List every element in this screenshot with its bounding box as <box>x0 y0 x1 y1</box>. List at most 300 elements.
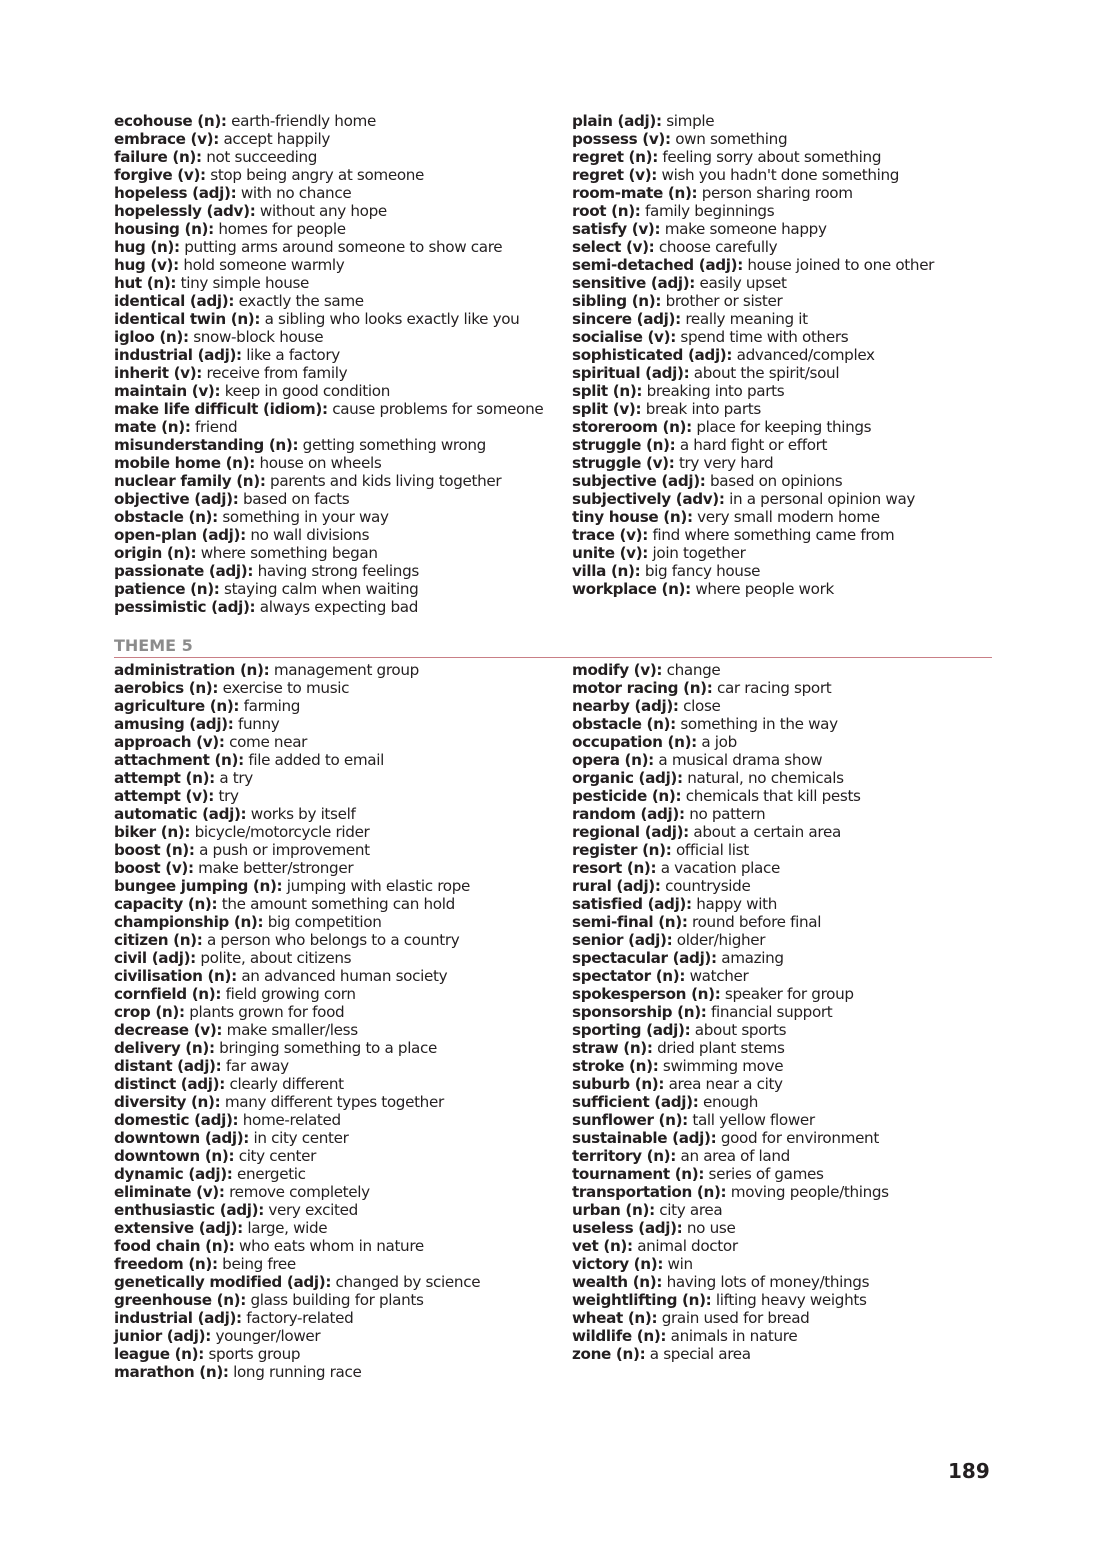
glossary-definition: natural, no chemicals <box>687 769 844 787</box>
glossary-term: freedom (n): <box>114 1255 218 1273</box>
glossary-definition: homes for people <box>218 220 346 238</box>
glossary-definition: factory-related <box>246 1309 354 1327</box>
glossary-definition: earth-friendly home <box>231 112 376 130</box>
glossary-entry <box>114 436 554 454</box>
glossary-entry <box>114 1129 554 1147</box>
glossary-definition: having lots of money/things <box>666 1273 870 1291</box>
glossary-term: urban (n): <box>572 1201 655 1219</box>
glossary-term: eliminate (v): <box>114 1183 225 1201</box>
glossary-term: crop (n): <box>114 1003 185 1021</box>
glossary-entry <box>114 967 554 985</box>
glossary-entry <box>114 382 554 400</box>
glossary-entry <box>572 1165 1002 1183</box>
glossary-entry <box>572 1237 1002 1255</box>
glossary-term: agriculture (n): <box>114 697 240 715</box>
glossary-entry <box>572 562 1002 580</box>
glossary-definition: person sharing room <box>701 184 853 202</box>
glossary-entry <box>572 1129 1002 1147</box>
glossary-entry <box>114 697 554 715</box>
glossary-term: bungee jumping (n): <box>114 877 283 895</box>
glossary-term: identical twin (n): <box>114 310 261 328</box>
glossary-term: satisfy (v): <box>572 220 661 238</box>
glossary-definition: chemicals that kill pests <box>685 787 861 805</box>
glossary-term: semi-final (n): <box>572 913 688 931</box>
glossary-definition: in a personal opinion way <box>729 490 916 508</box>
glossary-entry <box>572 400 1002 418</box>
glossary-term: extensive (adj): <box>114 1219 243 1237</box>
glossary-term: zone (n): <box>572 1345 646 1363</box>
glossary-term: industrial (adj): <box>114 1309 242 1327</box>
glossary-term: hopelessly (adv): <box>114 202 256 220</box>
glossary-term: sincere (adj): <box>572 310 681 328</box>
glossary-term: automatic (adj): <box>114 805 247 823</box>
glossary-definition: happy with <box>696 895 777 913</box>
glossary-definition: clearly different <box>229 1075 344 1093</box>
glossary-entry <box>572 805 1002 823</box>
glossary-definition: an area of land <box>680 1147 790 1165</box>
glossary-entry <box>114 508 554 526</box>
page-number: 189 <box>948 1459 990 1483</box>
glossary-definition: moving people/things <box>730 1183 889 1201</box>
glossary-term: origin (n): <box>114 544 197 562</box>
glossary-term: victory (n): <box>572 1255 664 1273</box>
glossary-definition: change <box>666 661 721 679</box>
glossary-definition: try <box>218 787 239 805</box>
glossary-definition: car racing sport <box>716 679 832 697</box>
glossary-term: struggle (n): <box>572 436 676 454</box>
glossary-definition: tall yellow flower <box>692 1111 815 1129</box>
glossary-term: sophisticated (adj): <box>572 346 733 364</box>
glossary-term: embrace (v): <box>114 130 219 148</box>
glossary-entry <box>572 661 1002 679</box>
glossary-definition: feeling sorry about something <box>662 148 882 166</box>
glossary-term: cornfield (n): <box>114 985 222 1003</box>
glossary-entry <box>114 823 554 841</box>
glossary-definition: breaking into parts <box>646 382 785 400</box>
glossary-term: possess (v): <box>572 130 671 148</box>
glossary-entry <box>572 274 1002 292</box>
glossary-entry <box>114 418 554 436</box>
glossary-entry <box>572 526 1002 544</box>
glossary-definition: friend <box>195 418 238 436</box>
glossary-term: mate (n): <box>114 418 191 436</box>
glossary-term: igloo (n): <box>114 328 189 346</box>
glossary-term: random (adj): <box>572 805 685 823</box>
glossary-definition: long running race <box>233 1363 362 1381</box>
glossary-definition: home-related <box>242 1111 341 1129</box>
glossary-term: dynamic (adj): <box>114 1165 233 1183</box>
glossary-definition: official list <box>675 841 749 859</box>
glossary-definition: farming <box>243 697 301 715</box>
glossary-entry <box>572 1057 1002 1075</box>
glossary-entry <box>114 256 554 274</box>
glossary-definition: where something began <box>200 544 378 562</box>
glossary-term: ecohouse (n): <box>114 112 227 130</box>
glossary-entry <box>572 1327 1002 1345</box>
glossary-entry <box>572 310 1002 328</box>
glossary-definition: a job <box>701 733 737 751</box>
glossary-definition: very small modern home <box>697 508 880 526</box>
glossary-definition: a special area <box>649 1345 751 1363</box>
glossary-term: biker (n): <box>114 823 191 841</box>
glossary-term: boost (n): <box>114 841 195 859</box>
glossary-entry <box>572 166 1002 184</box>
glossary-definition: glass building for plants <box>250 1291 424 1309</box>
glossary-definition: countryside <box>665 877 751 895</box>
glossary-entry <box>114 949 554 967</box>
glossary-definition: jumping with elastic rope <box>286 877 470 895</box>
glossary-entry <box>114 1093 554 1111</box>
glossary-definition: animals in nature <box>670 1327 798 1345</box>
glossary-definition: simple <box>666 112 715 130</box>
glossary-term: patience (n): <box>114 580 220 598</box>
glossary-definition: bicycle/motorcycle rider <box>194 823 370 841</box>
glossary-definition: speaker for group <box>724 985 854 1003</box>
glossary-entry <box>572 1309 1002 1327</box>
glossary-entry <box>114 985 554 1003</box>
glossary-definition: remove completely <box>229 1183 370 1201</box>
glossary-term: domestic (adj): <box>114 1111 239 1129</box>
glossary-definition: house joined to one other <box>747 256 935 274</box>
glossary-definition: city center <box>238 1147 317 1165</box>
glossary-entry <box>114 292 554 310</box>
glossary-definition: easily upset <box>699 274 787 292</box>
glossary-term: split (n): <box>572 382 643 400</box>
glossary-definition: good for environment <box>720 1129 879 1147</box>
glossary-entry <box>114 841 554 859</box>
glossary-term: hut (n): <box>114 274 177 292</box>
glossary-definition: lifting heavy weights <box>715 1291 867 1309</box>
glossary-term: inherit (v): <box>114 364 203 382</box>
glossary-term: resort (n): <box>572 859 657 877</box>
glossary-entry <box>572 1291 1002 1309</box>
glossary-entry <box>572 733 1002 751</box>
glossary-entry <box>572 1021 1002 1039</box>
glossary-term: subjectively (adv): <box>572 490 725 508</box>
glossary-entry <box>114 544 554 562</box>
glossary-term: sensitive (adj): <box>572 274 696 292</box>
glossary-entry <box>572 859 1002 877</box>
glossary-term: modify (v): <box>572 661 663 679</box>
glossary-entry <box>572 292 1002 310</box>
glossary-entry <box>114 751 554 769</box>
glossary-term: amusing (adj): <box>114 715 234 733</box>
glossary-term: decrease (v): <box>114 1021 223 1039</box>
glossary-entry <box>114 1219 554 1237</box>
glossary-entry <box>114 148 554 166</box>
glossary-term: boost (v): <box>114 859 194 877</box>
glossary-definition: being free <box>222 1255 296 1273</box>
glossary-entry <box>572 931 1002 949</box>
glossary-definition: cause problems for someone <box>332 400 544 418</box>
glossary-term: satisfied (adj): <box>572 895 692 913</box>
glossary-term: spiritual (adj): <box>572 364 690 382</box>
glossary-entry <box>572 679 1002 697</box>
glossary-term: civilisation (n): <box>114 967 237 985</box>
glossary-term: hug (v): <box>114 256 179 274</box>
glossary-definition: swimming move <box>662 1057 784 1075</box>
glossary-definition: own something <box>675 130 788 148</box>
glossary-definition: grain used for bread <box>661 1309 810 1327</box>
glossary-entry <box>572 1075 1002 1093</box>
glossary-term: obstacle (n): <box>572 715 676 733</box>
glossary-term: distinct (adj): <box>114 1075 225 1093</box>
glossary-entry <box>572 202 1002 220</box>
glossary-term: trace (v): <box>572 526 648 544</box>
glossary-definition: staying calm when waiting <box>224 580 419 598</box>
glossary-term: register (n): <box>572 841 672 859</box>
glossary-entry <box>572 454 1002 472</box>
glossary-entry <box>572 949 1002 967</box>
glossary-definition: choose carefully <box>658 238 778 256</box>
glossary-definition: come near <box>229 733 308 751</box>
glossary-entry <box>572 508 1002 526</box>
glossary-definition: brother or sister <box>665 292 783 310</box>
theme-divider <box>114 657 992 658</box>
glossary-definition: a hard fight or effort <box>679 436 828 454</box>
glossary-entry <box>572 472 1002 490</box>
glossary-entry <box>114 679 554 697</box>
glossary-term: distant (adj): <box>114 1057 222 1075</box>
glossary-definition: exactly the same <box>238 292 364 310</box>
glossary-term: sunflower (n): <box>572 1111 688 1129</box>
glossary-entry <box>114 580 554 598</box>
glossary-term: subjective (adj): <box>572 472 706 490</box>
glossary-term: championship (n): <box>114 913 264 931</box>
glossary-term: hug (n): <box>114 238 180 256</box>
glossary-term: attempt (n): <box>114 769 215 787</box>
glossary-definition: find where something came from <box>652 526 895 544</box>
glossary-entry <box>114 1075 554 1093</box>
glossary-definition: city area <box>659 1201 723 1219</box>
glossary-entry <box>114 859 554 877</box>
glossary-definition: make better/stronger <box>198 859 354 877</box>
glossary-entry <box>572 256 1002 274</box>
glossary-entry <box>114 274 554 292</box>
glossary-definition: wish you hadn't done something <box>661 166 900 184</box>
glossary-term: maintain (v): <box>114 382 221 400</box>
glossary-definition: older/higher <box>676 931 766 949</box>
glossary-term: objective (adj): <box>114 490 239 508</box>
glossary-term: storeroom (n): <box>572 418 692 436</box>
glossary-term: sporting (adj): <box>572 1021 691 1039</box>
glossary-definition: management group <box>273 661 419 679</box>
glossary-definition: energetic <box>237 1165 306 1183</box>
glossary-entry <box>572 715 1002 733</box>
glossary-definition: no wall divisions <box>250 526 370 544</box>
glossary-entry <box>114 328 554 346</box>
glossary-definition: bringing something to a place <box>219 1039 438 1057</box>
glossary-definition: round before final <box>692 913 822 931</box>
glossary-term: stroke (n): <box>572 1057 659 1075</box>
glossary-term: housing (n): <box>114 220 214 238</box>
glossary-term: genetically modified (adj): <box>114 1273 332 1291</box>
glossary-entry <box>114 454 554 472</box>
glossary-term: tournament (n): <box>572 1165 705 1183</box>
glossary-definition: putting arms around someone to show care <box>184 238 503 256</box>
glossary-entry <box>114 715 554 733</box>
glossary-definition: enough <box>702 1093 759 1111</box>
glossary-column-bottom-left <box>114 661 554 1381</box>
glossary-entry <box>572 580 1002 598</box>
glossary-definition: parents and kids living together <box>270 472 502 490</box>
glossary-term: passionate (adj): <box>114 562 254 580</box>
glossary-entry <box>114 1165 554 1183</box>
glossary-definition: make smaller/less <box>226 1021 358 1039</box>
glossary-entry <box>572 148 1002 166</box>
glossary-definition: not succeeding <box>206 148 318 166</box>
glossary-entry <box>114 733 554 751</box>
glossary-definition: make someone happy <box>664 220 827 238</box>
glossary-entry <box>114 1183 554 1201</box>
glossary-term: straw (n): <box>572 1039 653 1057</box>
glossary-term: make life difficult (idiom): <box>114 400 328 418</box>
glossary-term: junior (adj): <box>114 1327 211 1345</box>
glossary-term: obstacle (n): <box>114 508 218 526</box>
glossary-term: transportation (n): <box>572 1183 727 1201</box>
theme-heading: THEME 5 <box>114 636 193 655</box>
glossary-term: plain (adj): <box>572 112 662 130</box>
glossary-term: unite (v): <box>572 544 649 562</box>
glossary-definition: an advanced human society <box>241 967 448 985</box>
glossary-definition: animal doctor <box>637 1237 738 1255</box>
glossary-term: diversity (n): <box>114 1093 221 1111</box>
glossary-entry <box>114 238 554 256</box>
glossary-entry <box>114 1237 554 1255</box>
glossary-entry <box>572 1183 1002 1201</box>
glossary-entry <box>572 220 1002 238</box>
glossary-entry <box>114 661 554 679</box>
glossary-definition: based on opinions <box>710 472 843 490</box>
glossary-entry <box>572 751 1002 769</box>
glossary-entry <box>572 1273 1002 1291</box>
glossary-entry <box>572 841 1002 859</box>
glossary-term: identical (adj): <box>114 292 235 310</box>
glossary-term: villa (n): <box>572 562 641 580</box>
glossary-definition: really meaning it <box>685 310 808 328</box>
glossary-entry <box>114 1201 554 1219</box>
glossary-term: downtown (n): <box>114 1147 235 1165</box>
glossary-term: tiny house (n): <box>572 508 693 526</box>
glossary-entry <box>114 1345 554 1363</box>
glossary-definition: about the spirit/soul <box>693 364 840 382</box>
glossary-entry <box>572 1219 1002 1237</box>
glossary-definition: who eats whom in nature <box>239 1237 424 1255</box>
glossary-entry <box>572 697 1002 715</box>
glossary-definition: plants grown for food <box>189 1003 345 1021</box>
glossary-term: spectacular (adj): <box>572 949 717 967</box>
glossary-term: regional (adj): <box>572 823 689 841</box>
glossary-term: attempt (v): <box>114 787 214 805</box>
glossary-term: food chain (n): <box>114 1237 235 1255</box>
glossary-term: delivery (n): <box>114 1039 215 1057</box>
glossary-definition: works by itself <box>250 805 356 823</box>
glossary-term: regret (v): <box>572 166 658 184</box>
glossary-entry <box>572 346 1002 364</box>
glossary-term: sufficient (adj): <box>572 1093 699 1111</box>
glossary-term: select (v): <box>572 238 655 256</box>
glossary-entry <box>572 418 1002 436</box>
glossary-definition: very excited <box>268 1201 358 1219</box>
glossary-definition: without any hope <box>259 202 387 220</box>
glossary-definition: the amount something can hold <box>221 895 455 913</box>
glossary-entry <box>114 202 554 220</box>
glossary-term: industrial (adj): <box>114 346 242 364</box>
glossary-term: occupation (n): <box>572 733 697 751</box>
glossary-definition: no pattern <box>689 805 766 823</box>
glossary-term: sibling (n): <box>572 292 662 310</box>
glossary-term: downtown (adj): <box>114 1129 250 1147</box>
glossary-definition: polite, about citizens <box>200 949 352 967</box>
glossary-entry <box>114 1255 554 1273</box>
glossary-definition: join together <box>652 544 746 562</box>
glossary-definition: receive from family <box>206 364 348 382</box>
glossary-entry <box>114 526 554 544</box>
glossary-entry <box>114 598 554 616</box>
glossary-definition: try very hard <box>678 454 774 472</box>
glossary-definition: big fancy house <box>644 562 761 580</box>
glossary-entry <box>572 895 1002 913</box>
glossary-entry <box>114 346 554 364</box>
glossary-term: administration (n): <box>114 661 270 679</box>
glossary-term: hopeless (adj): <box>114 184 237 202</box>
glossary-entry <box>572 490 1002 508</box>
glossary-entry <box>572 1003 1002 1021</box>
glossary-term: approach (v): <box>114 733 225 751</box>
glossary-term: wealth (n): <box>572 1273 663 1291</box>
glossary-entry <box>114 1147 554 1165</box>
glossary-term: pesticide (n): <box>572 787 682 805</box>
glossary-definition: amazing <box>721 949 784 967</box>
glossary-term: vet (n): <box>572 1237 633 1255</box>
glossary-definition: stop being angry at someone <box>210 166 425 184</box>
glossary-term: organic (adj): <box>572 769 683 787</box>
glossary-definition: break into parts <box>645 400 761 418</box>
glossary-term: spokesperson (n): <box>572 985 721 1003</box>
glossary-entry <box>572 1039 1002 1057</box>
glossary-definition: many different types together <box>224 1093 444 1111</box>
glossary-entry <box>114 562 554 580</box>
glossary-entry <box>572 130 1002 148</box>
glossary-definition: advanced/complex <box>736 346 875 364</box>
glossary-definition: large, wide <box>247 1219 328 1237</box>
glossary-definition: about sports <box>694 1021 787 1039</box>
glossary-term: suburb (n): <box>572 1075 665 1093</box>
glossary-definition: in city center <box>253 1129 349 1147</box>
glossary-entry <box>572 877 1002 895</box>
glossary-entry <box>114 112 554 130</box>
glossary-entry <box>114 220 554 238</box>
glossary-entry <box>114 1021 554 1039</box>
glossary-definition: funny <box>237 715 280 733</box>
glossary-definition: about a certain area <box>693 823 841 841</box>
glossary-definition: win <box>667 1255 693 1273</box>
glossary-definition: accept happily <box>223 130 330 148</box>
glossary-term: split (v): <box>572 400 642 418</box>
glossary-entry <box>114 130 554 148</box>
glossary-term: root (n): <box>572 202 641 220</box>
glossary-definition: field growing corn <box>225 985 356 1003</box>
glossary-term: capacity (n): <box>114 895 218 913</box>
glossary-entry <box>114 310 554 328</box>
glossary-entry <box>114 877 554 895</box>
glossary-definition: getting something wrong <box>302 436 486 454</box>
glossary-term: semi-detached (adj): <box>572 256 743 274</box>
glossary-entry <box>114 1111 554 1129</box>
glossary-term: useless (adj): <box>572 1219 683 1237</box>
glossary-term: greenhouse (n): <box>114 1291 246 1309</box>
glossary-definition: snow-block house <box>193 328 324 346</box>
